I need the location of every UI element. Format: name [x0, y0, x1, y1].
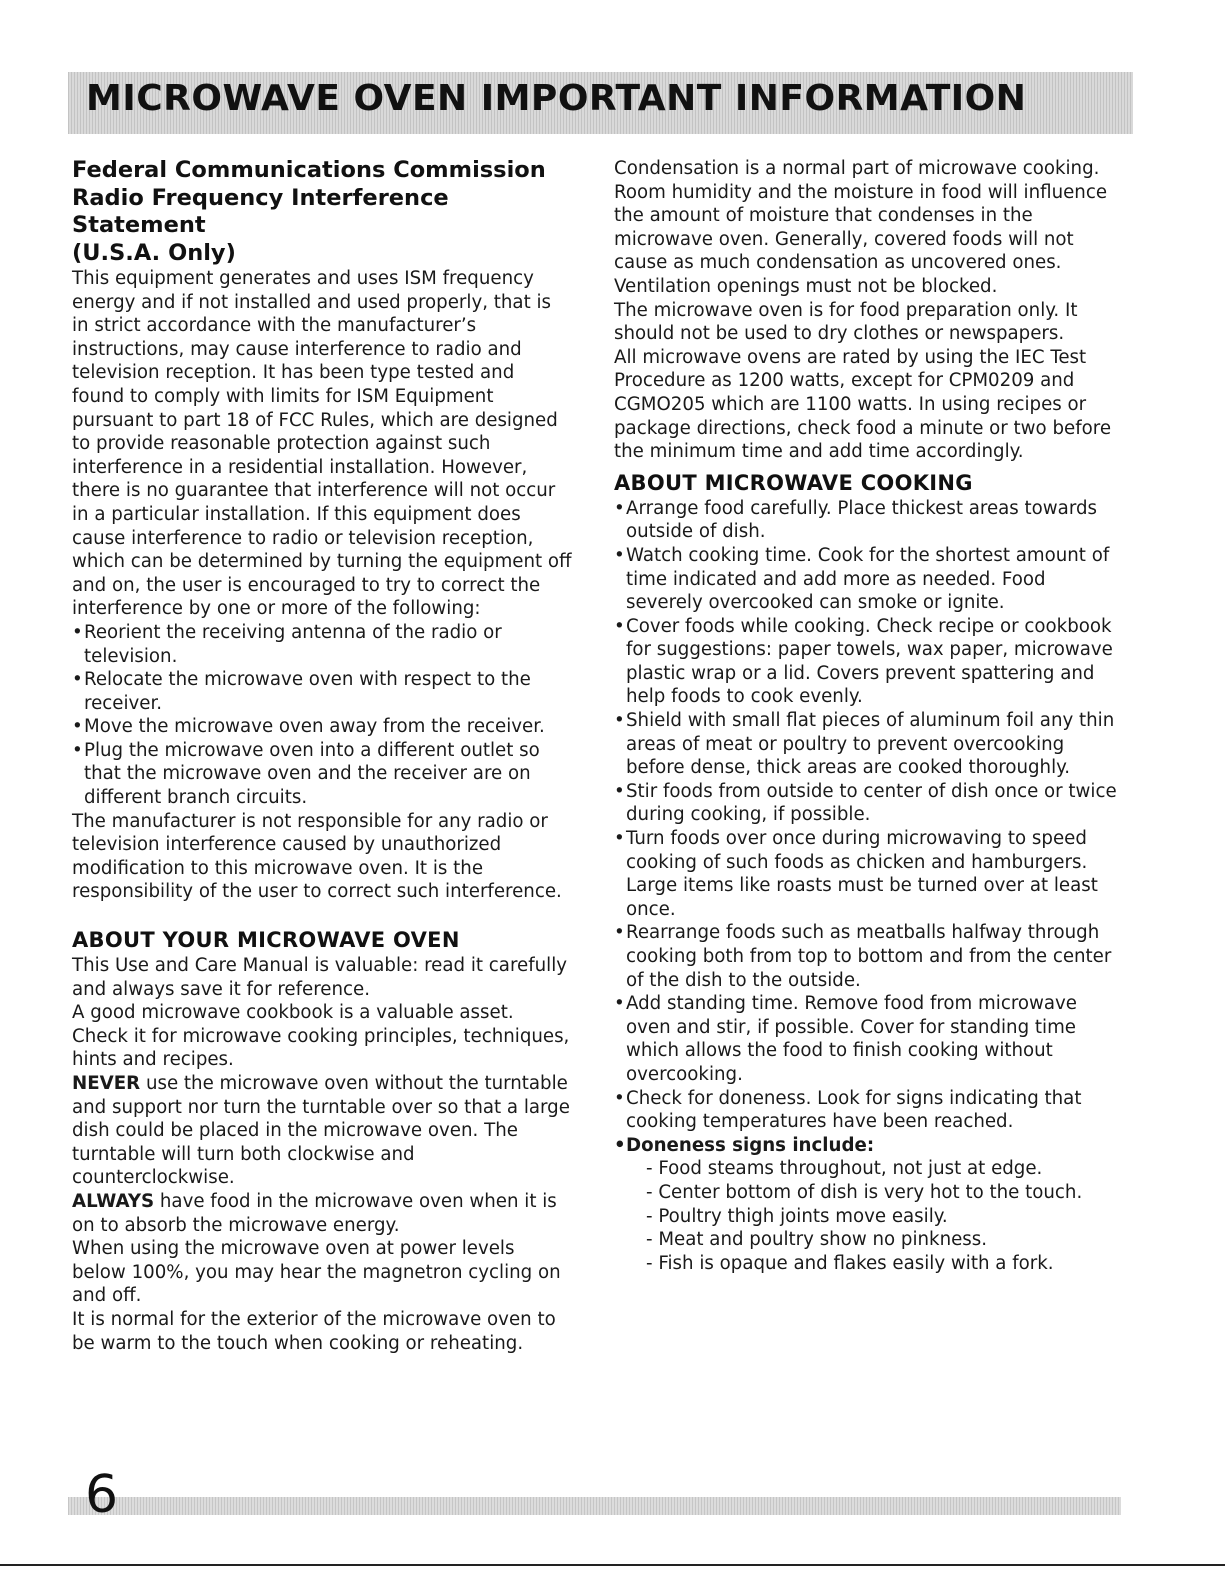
list-item: • Arrange food carefully. Place thickest areas towards outside of dish.	[614, 497, 1124, 544]
list-item: • Reorient the receiving antenna of the radio or television.	[72, 621, 572, 668]
list-item: - Food steams throughout, not just at edge.	[646, 1157, 1124, 1181]
power-level-paragraph: When using the microwave oven at power levels below 100%, you may hear the magnetron cycling on and off.	[72, 1238, 561, 1307]
exterior-warm-paragraph: It is normal for the exterior of the microwave oven to be warm to the touch when cooking or reheating.	[72, 1308, 556, 1354]
condensation-paragraph: Condensation is a normal part of microwave cooking. Room humidity and the moisture in food will influence the amount of moisture that condenses in the microwave oven. Generally, covered foods will not cause as much condensation as uncovered ones. Ventilation openings must not be blocked.	[614, 158, 1108, 297]
fcc-closing-paragraph: The manufacturer is not responsible for any radio or television interference caused by unauthorized modification to this microwave oven. It is the responsibility of the user to correct such interference.	[72, 810, 562, 903]
always-text: have food in the microwave oven when it is on to absorb the microwave energy.	[72, 1190, 557, 1236]
list-item: • Plug the microwave oven into a different outlet so that the microwave oven and the receiver are on different branch circuits.	[72, 739, 572, 810]
list-item: • Add standing time. Remove food from microwave oven and stir, if possible. Cover for standing time which allows the food to finish cooking without overcooking.	[614, 992, 1124, 1086]
bottom-rule	[0, 1564, 1225, 1566]
cookbook-paragraph: A good microwave cookbook is a valuable asset. Check it for microwave cooking principles, techniques, hints and recipes.	[72, 1002, 570, 1071]
about-cooking-heading: ABOUT MICROWAVE COOKING	[614, 470, 973, 495]
list-item: • Relocate the microwave oven with respect to the receiver.	[72, 668, 572, 715]
never-label: NEVER	[72, 1073, 141, 1094]
fcc-heading-line-2: Radio Frequency Interference Statement	[72, 184, 449, 238]
never-paragraph	[72, 1072, 572, 1190]
wattage-paragraph: All microwave ovens are rated by using the IEC Test Procedure as 1200 watts, except for CPM0209 and CGMO205 which are 1100 watts. In using recipes or package directions, check food a minute or two before the minimum time and add time accordingly.	[614, 346, 1112, 463]
footer-bar	[68, 1497, 1121, 1515]
fcc-remedy-list	[72, 621, 572, 810]
fcc-heading	[72, 157, 572, 267]
fcc-heading-line-3: (U.S.A. Only)	[72, 239, 236, 266]
list-item: - Center bottom of dish is very hot to the touch.	[646, 1181, 1124, 1205]
about-oven-heading: ABOUT YOUR MICROWAVE OVEN	[72, 928, 460, 953]
list-item: • Shield with small flat pieces of aluminum foil any thin areas of meat or poultry to prevent overcooking before dense, thick areas are cooked thoroughly.	[614, 709, 1124, 780]
cooking-tips-list	[614, 497, 1124, 1134]
list-item: • Stir foods from outside to center of dish once or twice during cooking, if possible.	[614, 780, 1124, 827]
right-column	[614, 157, 1124, 1275]
list-item: - Fish is opaque and flakes easily with a fork.	[646, 1252, 1124, 1276]
list-item: • Check for doneness. Look for signs indicating that cooking temperatures have been reached.	[614, 1087, 1124, 1134]
fcc-intro-paragraph: This equipment generates and uses ISM frequency energy and if not installed and used properly, that is in strict accordance with the manufacturer’s instructions, may cause interference to radio and television reception. It has been type tested and found to comply with limits for ISM Equipment pursuant to part 18 of FCC Rules, which are designed to provide reasonable protection against such interference in a residential installation. However, there is no guarantee that interference will not occur in a particular installation. If this equipment does cause interference to radio or television reception, which can be determined by turning the equipment off and on, the user is encouraged to try to correct the interference by one or more of the following:	[72, 268, 572, 620]
manual-paragraph: This Use and Care Manual is valuable: read it carefully and always save it for reference.	[72, 955, 568, 1000]
list-item: • Rearrange foods such as meatballs halfway through cooking both from top to bottom and from the center of the dish to the outside.	[614, 921, 1124, 992]
page-number: 6	[85, 1465, 119, 1525]
left-column	[72, 157, 572, 1355]
list-item: - Poultry thigh joints move easily.	[646, 1205, 1124, 1229]
list-item: • Cover foods while cooking. Check recipe or cookbook for suggestions: paper towels, wax paper, microwave plastic wrap or a lid. Covers prevent spattering and help foods to cook evenly.	[614, 615, 1124, 709]
food-only-paragraph: The microwave oven is for food preparation only. It should not be used to dry clothes or newspapers.	[614, 299, 1078, 345]
always-paragraph	[72, 1190, 572, 1237]
doneness-heading: • Doneness signs include:	[614, 1134, 1124, 1158]
never-text: use the microwave oven without the turntable and support nor turn the turntable over so that a large dish could be placed in the microwave oven. The turntable will turn both clockwise and counterclockwise.	[72, 1073, 570, 1189]
page-banner	[68, 72, 1133, 134]
always-label: ALWAYS	[72, 1190, 155, 1212]
list-item: • Move the microwave oven away from the receiver.	[72, 715, 572, 739]
list-item: - Meat and poultry show no pinkness.	[646, 1228, 1124, 1252]
doneness-list	[614, 1157, 1124, 1275]
list-item: • Turn foods over once during microwaving to speed cooking of such foods as chicken and hamburgers. Large items like roasts must be turned over at least once.	[614, 827, 1124, 921]
page-title: MICROWAVE OVEN IMPORTANT INFORMATION	[86, 78, 1027, 119]
list-item: • Watch cooking time. Cook for the shortest amount of time indicated and add more as needed. Food severely overcooked can smoke or ignite.	[614, 544, 1124, 615]
fcc-heading-line-1: Federal Communications Commission	[72, 157, 546, 183]
